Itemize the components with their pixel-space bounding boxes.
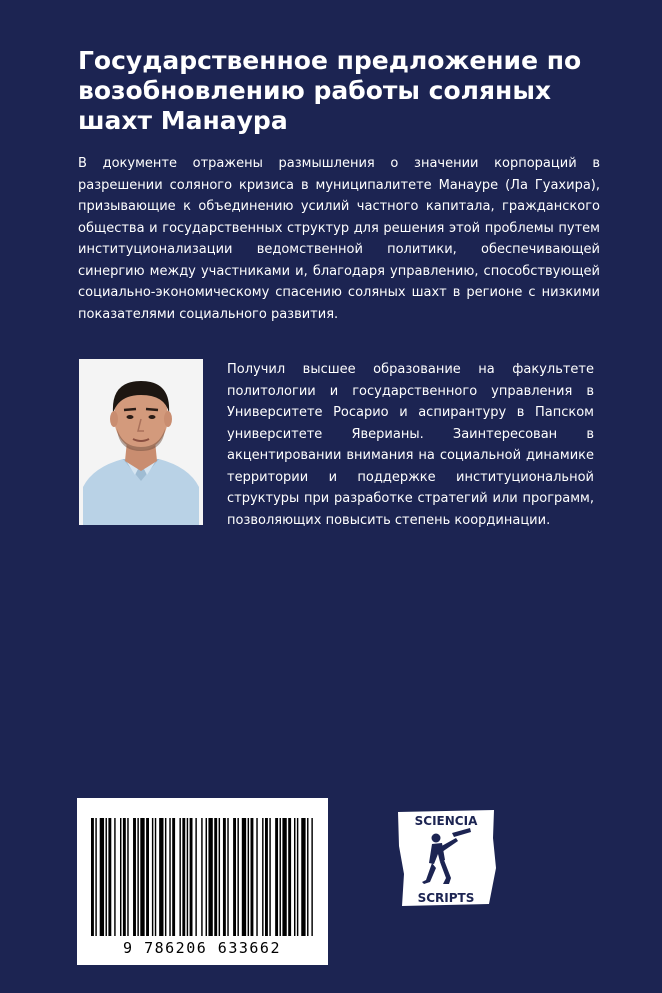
author-photo xyxy=(79,359,203,525)
author-bio: Получил высшее образование на факультете политологии и государственного управления в Университете Росарио и аспирантуру в Папском университете Яверианы. Заинтересован в акцентировании внимания на социальной динамике территории и поддержке институциональной структуры при разработке стратегий или программ, позволяющих повысить степень координации. xyxy=(227,362,594,528)
author-portrait-image xyxy=(79,359,203,525)
book-abstract: В документе отражены размышления о значении корпораций в разрешении соляного кризиса в муниципалитете Манауре (Ла Гуахира), призывающие к объединению усилий частного капитала, гражданского общества и государственных структур для решения этой проблемы путем институционализации ведомственной политики, обеспечивающей синергию между участниками и, благодаря управлению, способствующей социально-экономическому спасению соляных шахт в регионе с низкими показателями социального развития. xyxy=(78,156,600,322)
publisher-logo xyxy=(396,808,496,908)
book-title: Государственное предложение по возобновлению работы соляных шахт Манаура xyxy=(78,46,582,135)
isbn-barcode xyxy=(77,798,328,965)
barcode-digits: 9 786206 633662 xyxy=(123,939,281,957)
logo-text-bottom: SCRIPTS xyxy=(417,891,475,905)
barcode-image xyxy=(77,798,328,965)
sciencia-scripts-logo xyxy=(396,808,496,908)
logo-text-top: SCIENCIA xyxy=(414,814,478,828)
